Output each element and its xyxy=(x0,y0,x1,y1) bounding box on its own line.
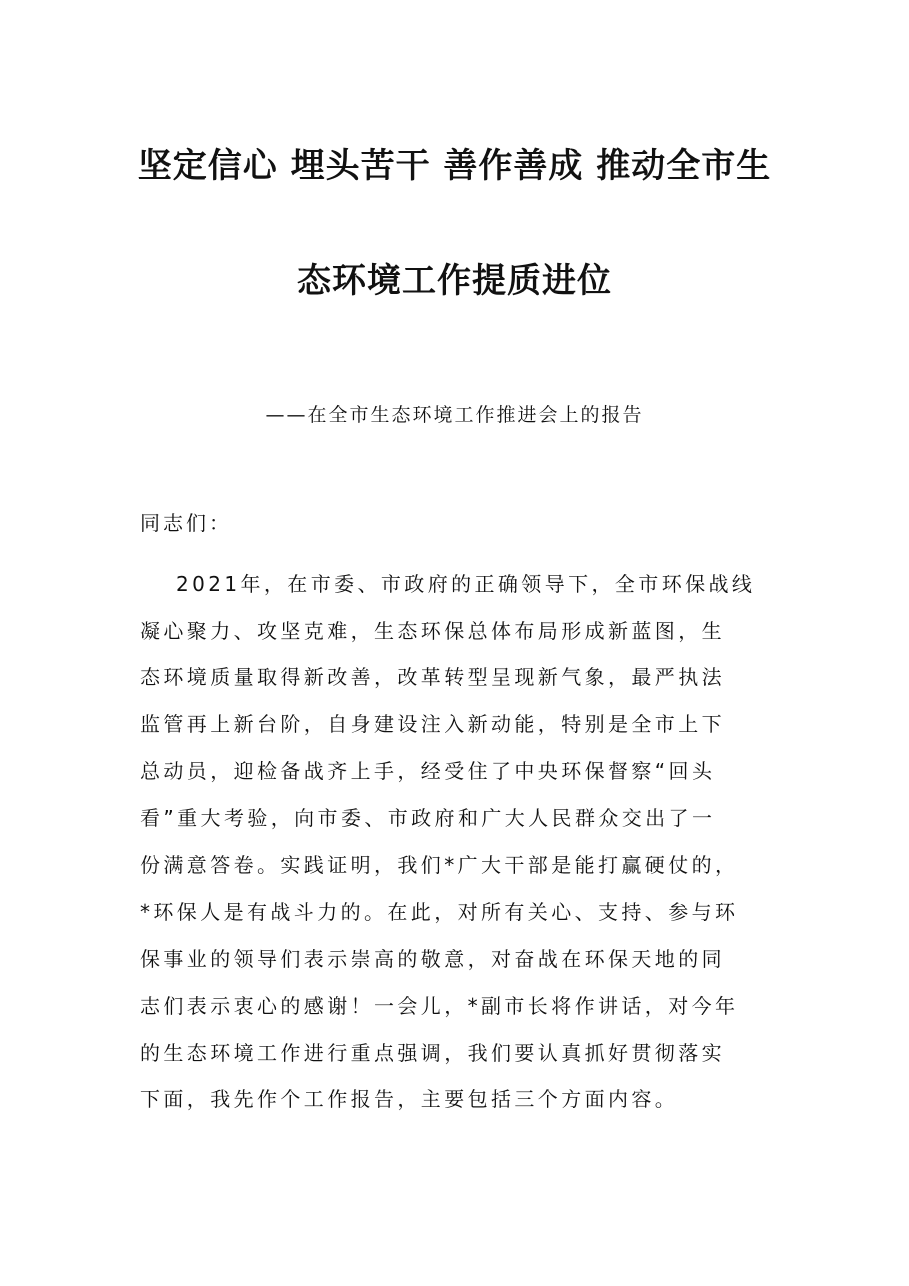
body-line: 态环境质量取得新改善，改革转型呈现新气象，最严执法 xyxy=(140,665,725,689)
document-title-line-2: 态环境工作提质进位 xyxy=(297,261,612,301)
body-line: 监管再上新台阶，自身建设注入新动能，特别是全市上下 xyxy=(140,712,725,736)
body-line: 的生态环境工作进行重点强调，我们要认真抓好贯彻落实 xyxy=(140,1041,725,1065)
body-line: *环保人是有战斗力的。在此，对所有关心、支持、参与环 xyxy=(140,900,739,924)
body-line: 份满意答卷。实践证明，我们*广大干部是能打赢硬仗的， xyxy=(140,853,739,877)
salutation: 同志们： xyxy=(140,511,232,535)
body-line: 总动员，迎检备战齐上手，经受住了中央环保督察“回头 xyxy=(140,759,716,783)
document-title-line-1: 坚定信心 埋头苦干 善作善成 推动全市生 xyxy=(137,146,772,186)
document-subtitle: ——在全市生态环境工作推进会上的报告 xyxy=(265,404,644,426)
body-line: 凝心聚力、攻坚克难，生态环保总体布局形成新蓝图，生 xyxy=(140,619,725,643)
body-line: 保事业的领导们表示崇高的敬意，对奋战在环保天地的同 xyxy=(140,947,725,971)
body-line: 看”重大考验，向市委、市政府和广大人民群众交出了一 xyxy=(140,806,716,830)
body-line: 下面，我先作个工作报告，主要包括三个方面内容。 xyxy=(140,1087,679,1111)
body-line: 志们表示衷心的感谢！一会儿，*副市长将作讲话，对今年 xyxy=(140,994,739,1018)
body-line: 2021年，在市委、市政府的正确领导下，全市环保战线 xyxy=(176,572,756,596)
